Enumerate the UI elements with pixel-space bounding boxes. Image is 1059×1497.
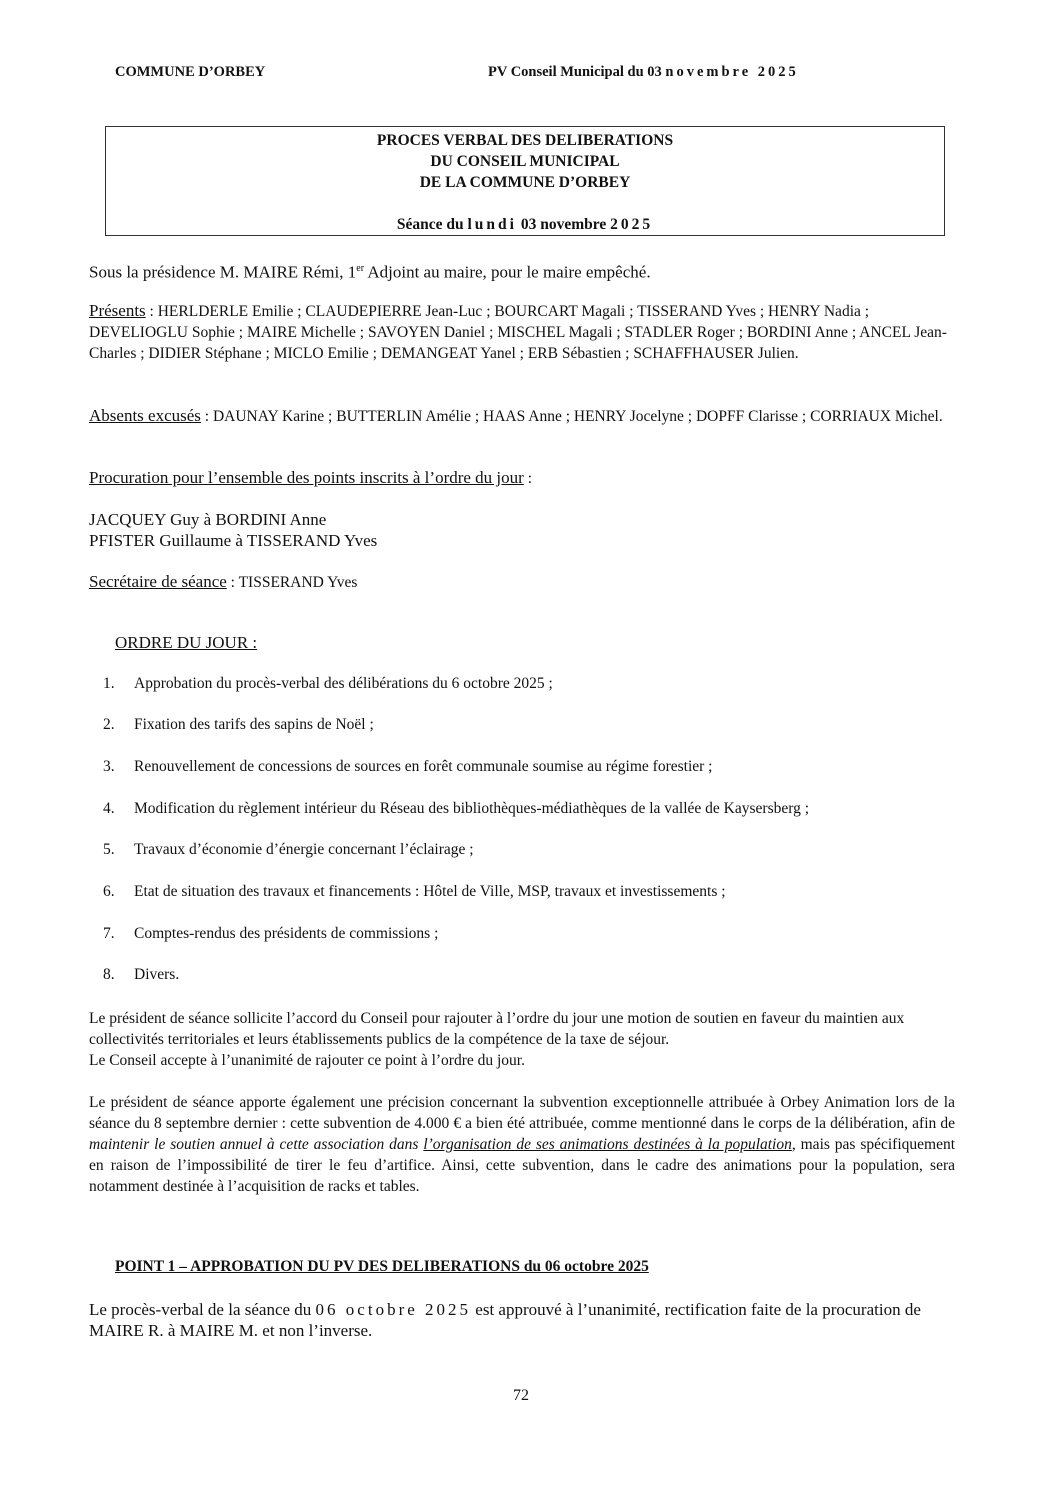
presidence-sup: er: [356, 263, 365, 274]
procuration-suffix: :: [523, 470, 533, 487]
point1-title: POINT 1 – APPROBATION DU PV DES DELIBERATIONS du 06 octobre 2025: [115, 1258, 649, 1275]
ordre-item-text: Etat de situation des travaux et financements : Hôtel de Ville, MSP, travaux et investissements ;: [134, 883, 726, 900]
ordre-item-number: 5.: [103, 841, 115, 858]
ordre-item-text: Modification du règlement intérieur du Réseau des bibliothèques-médiathèques de la vallée de Kaysersberg ;: [134, 800, 810, 817]
ordre-item-number: 2.: [103, 716, 115, 733]
presents-list: : HERLDERLE Emilie ; CLAUDEPIERRE Jean-Luc ; BOURCART Magali ; TISSERAND Yves ; HENRY Nadia ; DEVELIOGLU Sophie ; MAIRE Michelle ; SAVOYEN Daniel ; MISCHEL Magali ; STADLER Roger ; BORDINI Anne ; ANCEL Jean-Charles ; DIDIER Stéphane ; MICLO Emilie ; DEMANGEAT Yanel ; ERB Sébastien ; SCHAFFHAUSER Julien.: [89, 303, 947, 362]
motion-line-2: Le Conseil accepte à l’unanimité de rajouter ce point à l’ordre du jour.: [89, 1052, 525, 1069]
point1-date: 06 octobre 2025: [315, 1300, 472, 1319]
ordre-item: [103, 716, 374, 734]
ordre-item-text: Comptes-rendus des présidents de commissions ;: [134, 925, 439, 942]
precision-b: , mais pas spécifiquement en raison de l’impossibilité de tirer le feu d’artifice. Ainsi, cette subvention, dans le cadre des animations pour la population, sera notamment destinée à l’acquisition de racks et tables.: [89, 1136, 956, 1195]
ordre-item-number: 8.: [103, 966, 115, 983]
procuration: [89, 467, 955, 489]
presidence: [89, 258, 955, 283]
seance-prefix: Séance du: [396, 216, 468, 233]
ordre-title-text: ORDRE DU JOUR :: [115, 633, 258, 652]
page-number: 72: [513, 1387, 529, 1404]
title-line-2: DU CONSEIL MUNICIPAL: [430, 153, 620, 170]
precision-a: Le président de séance apporte également une précision concernant la subvention exceptionnelle attribuée à Orbey Animation lors de la séance du 8 septembre dernier : cette subvention de 4.000 € a bien été attribuée, comme mentionné dans le corps de la délibération, afin de: [89, 1094, 955, 1132]
presidence-before: Sous la présidence M. MAIRE Rémi, 1: [89, 262, 357, 282]
ordre-item: [103, 925, 438, 943]
procuration-item: PFISTER Guillaume à TISSERAND Yves: [89, 531, 378, 550]
precision-italic: maintenir le soutien annuel à cette association dans: [89, 1136, 424, 1153]
absents: [89, 405, 955, 427]
presents: [89, 300, 955, 364]
point1-a: Le procès-verbal de la séance du: [89, 1300, 316, 1319]
seance-date: [106, 214, 944, 235]
presents-label: Présents: [89, 301, 146, 320]
point1-paragraph: [89, 1299, 955, 1341]
ordre-item-number: 7.: [103, 925, 115, 942]
ordre-item-number: 1.: [103, 675, 115, 692]
ordre-item-text: Fixation des tarifs des sapins de Noël ;: [134, 716, 374, 733]
secretaire-label: Secrétaire de séance: [89, 572, 227, 591]
ordre-item-number: 4.: [103, 800, 115, 817]
title-line-3: DE LA COMMUNE D’ORBEY: [419, 174, 631, 191]
ordre-item: [103, 758, 712, 776]
secretaire-name: : TISSERAND Yves: [226, 574, 358, 591]
point1-b: est approuvé à l’unanimité, rectification faite de la procuration de MAIRE R. à MAIRE M. et non l’inverse.: [89, 1300, 921, 1340]
ordre-item: [103, 675, 553, 693]
procuration-label: Procuration pour l’ensemble des points inscrits à l’ordre du jour: [89, 468, 524, 487]
title-line-1: PROCES VERBAL DES DELIBERATIONS: [376, 132, 674, 149]
ordre-item: [103, 841, 474, 859]
absents-label: Absents excusés: [89, 406, 201, 425]
seance-year: 2025: [610, 216, 654, 233]
absents-list: : DAUNAY Karine ; BUTTERLIN Amélie ; HAAS Anne ; HENRY Jocelyne ; DOPFF Clarisse ; CORRIAUX Michel.: [200, 408, 943, 425]
ordre-item-number: 6.: [103, 883, 115, 900]
ordre-item: [103, 883, 726, 901]
motion-paragraph: [89, 1008, 955, 1071]
header-pv-title: [488, 64, 799, 81]
ordre-item: [103, 800, 809, 818]
title-box: [105, 126, 945, 236]
header-pv-prefix: PV Conseil Municipal du 03: [488, 64, 666, 80]
ordre-item: [103, 966, 179, 984]
ordre-du-jour-title: [115, 632, 257, 653]
motion-line-1: Le président de séance sollicite l’accord du Conseil pour rajouter à l’ordre du jour une motion de soutien en faveur du maintien aux collectivités territoriales et leurs établissements publics de la compétence de la taxe de séjour.: [89, 1010, 905, 1048]
ordre-item-text: Renouvellement de concessions de sources en forêt communale soumise au régime forestier ;: [134, 758, 713, 775]
ordre-item-text: Travaux d’économie d’énergie concernant l’éclairage ;: [134, 841, 474, 858]
seance-mid: 03 novembre: [516, 216, 611, 233]
secretaire: [89, 571, 955, 593]
presidence-after: Adjoint au maire, pour le maire empêché.: [364, 262, 651, 282]
ordre-item-text: Approbation du procès-verbal des délibérations du 6 octobre 2025 ;: [134, 675, 553, 692]
seance-day: lundi: [467, 216, 517, 233]
precision-italic-underline: l’organisation de ses animations destinées à la population: [423, 1136, 792, 1153]
precision-paragraph: [89, 1092, 955, 1197]
header-commune: COMMUNE D’ORBEY: [115, 64, 266, 80]
header-pv-date: novembre 2025: [665, 64, 799, 80]
ordre-item-number: 3.: [103, 758, 115, 775]
procuration-item: JACQUEY Guy à BORDINI Anne: [89, 510, 327, 529]
ordre-item-text: Divers.: [134, 966, 180, 983]
